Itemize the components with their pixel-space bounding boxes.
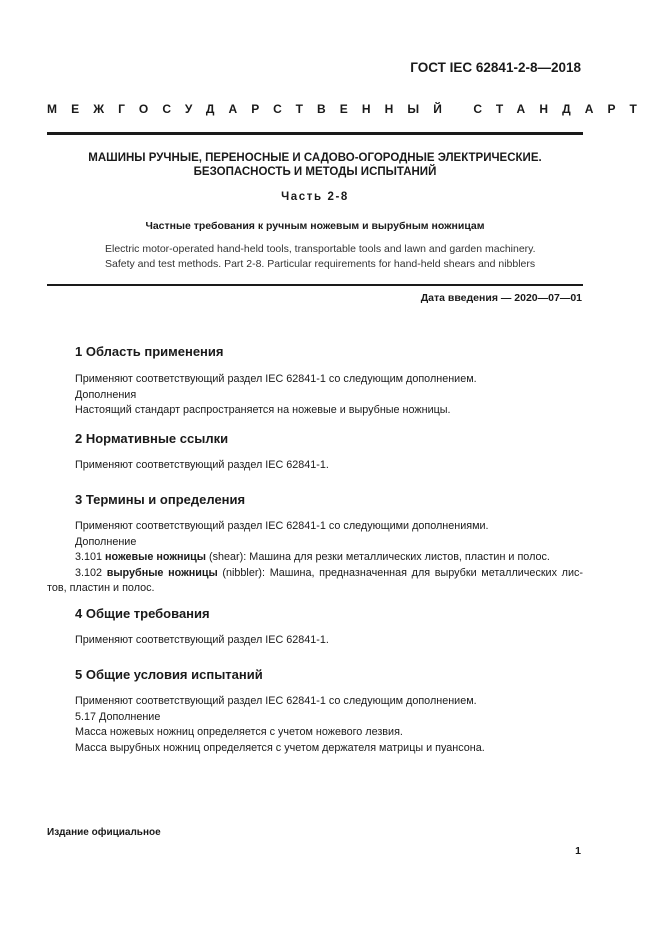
paragraph-line: Настоящий стандарт распространяется на ножевые и вырубные ножницы. xyxy=(75,404,451,416)
section-5-heading: 5 Общие условия испытаний xyxy=(75,667,263,682)
paragraph-line: 5.17 Дополнение xyxy=(75,710,161,723)
document-subtitle: Частные требования к ручным ножевым и вырубным ножницам xyxy=(145,220,485,232)
paragraph-line: Применяют соответствующий раздел IEC 62841-1 со следующим дополнением. xyxy=(75,373,477,385)
title-line-1: МАШИНЫ РУЧНЫЕ, ПЕРЕНОСНЫЕ И САДОВО-ОГОРОДНЫЕ ЭЛЕКТРИЧЕСКИЕ. xyxy=(88,152,542,164)
page-number: 1 xyxy=(575,845,581,857)
paragraph-line: Масса ножевых ножниц определяется с учетом ножевого лезвия. xyxy=(75,726,403,738)
paragraph-line: Дополнения xyxy=(75,388,137,401)
section-4-body xyxy=(75,633,583,649)
paragraph-line: Дополнение xyxy=(75,535,137,548)
section-2-body xyxy=(75,458,583,474)
section-1-heading: 1 Область применения xyxy=(75,344,224,359)
section-2-heading: 2 Нормативные ссылки xyxy=(75,431,229,446)
paragraph-line: Применяют соответствующий раздел IEC 62841-1. xyxy=(75,459,329,471)
definition-number: 3.102 xyxy=(75,566,103,579)
section-3-heading: 3 Термины и определения xyxy=(75,492,246,507)
paragraph-line: Масса вырубных ножниц определяется с учетом держателя матрицы и пуансона. xyxy=(75,741,485,754)
title-divider xyxy=(47,284,583,286)
english-title-line-2: Safety and test methods. Part 2-8. Particular requirements for hand-held shears and nibblers xyxy=(105,258,536,270)
section-1-body xyxy=(75,372,583,419)
section-4-heading: 4 Общие требования xyxy=(75,606,210,621)
section-5-body xyxy=(75,694,583,756)
definition-3-102 xyxy=(75,566,583,582)
official-edition-label: Издание официальное xyxy=(47,827,161,838)
standard-type-banner: МЕЖГОСУДАРСТВЕННЫЙ СТАНДАРТ xyxy=(47,102,651,116)
paragraph-line: Применяют соответствующий раздел IEC 62841-1 со следующим дополнением. xyxy=(75,695,477,707)
introduction-date: Дата введения — 2020—07—01 xyxy=(420,292,582,304)
part-label: Часть 2-8 xyxy=(281,191,349,203)
document-title xyxy=(47,151,583,179)
definition-3-102-continuation: тов, пластин и полос. xyxy=(47,582,155,594)
definition-term: вырубные ножницы xyxy=(106,566,218,579)
section-3-body xyxy=(47,519,583,597)
paragraph-line: Применяют соответствующий раздел IEC 62841-1 со следующими дополнениями. xyxy=(75,520,489,532)
header-divider xyxy=(47,132,583,135)
document-code: ГОСТ IEC 62841-2-8—2018 xyxy=(410,60,581,75)
title-line-2: БЕЗОПАСНОСТЬ И МЕТОДЫ ИСПЫТАНИЙ xyxy=(193,166,437,178)
paragraph-line: Применяют соответствующий раздел IEC 62841-1. xyxy=(75,634,329,646)
definition-term: ножевые ножницы xyxy=(105,551,207,563)
english-title xyxy=(105,242,536,272)
definition-text: (nibbler): Машина, предназначенная для вырубки металлических лис- xyxy=(222,566,583,579)
definition-number: 3.101 xyxy=(75,551,103,563)
definition-text: (shear): Машина для резки металлических листов, пластин и полос. xyxy=(209,551,550,563)
definition-3-101 xyxy=(75,550,583,566)
english-title-line-1: Electric motor-operated hand-held tools, transportable tools and lawn and garden machinery. xyxy=(105,243,536,255)
